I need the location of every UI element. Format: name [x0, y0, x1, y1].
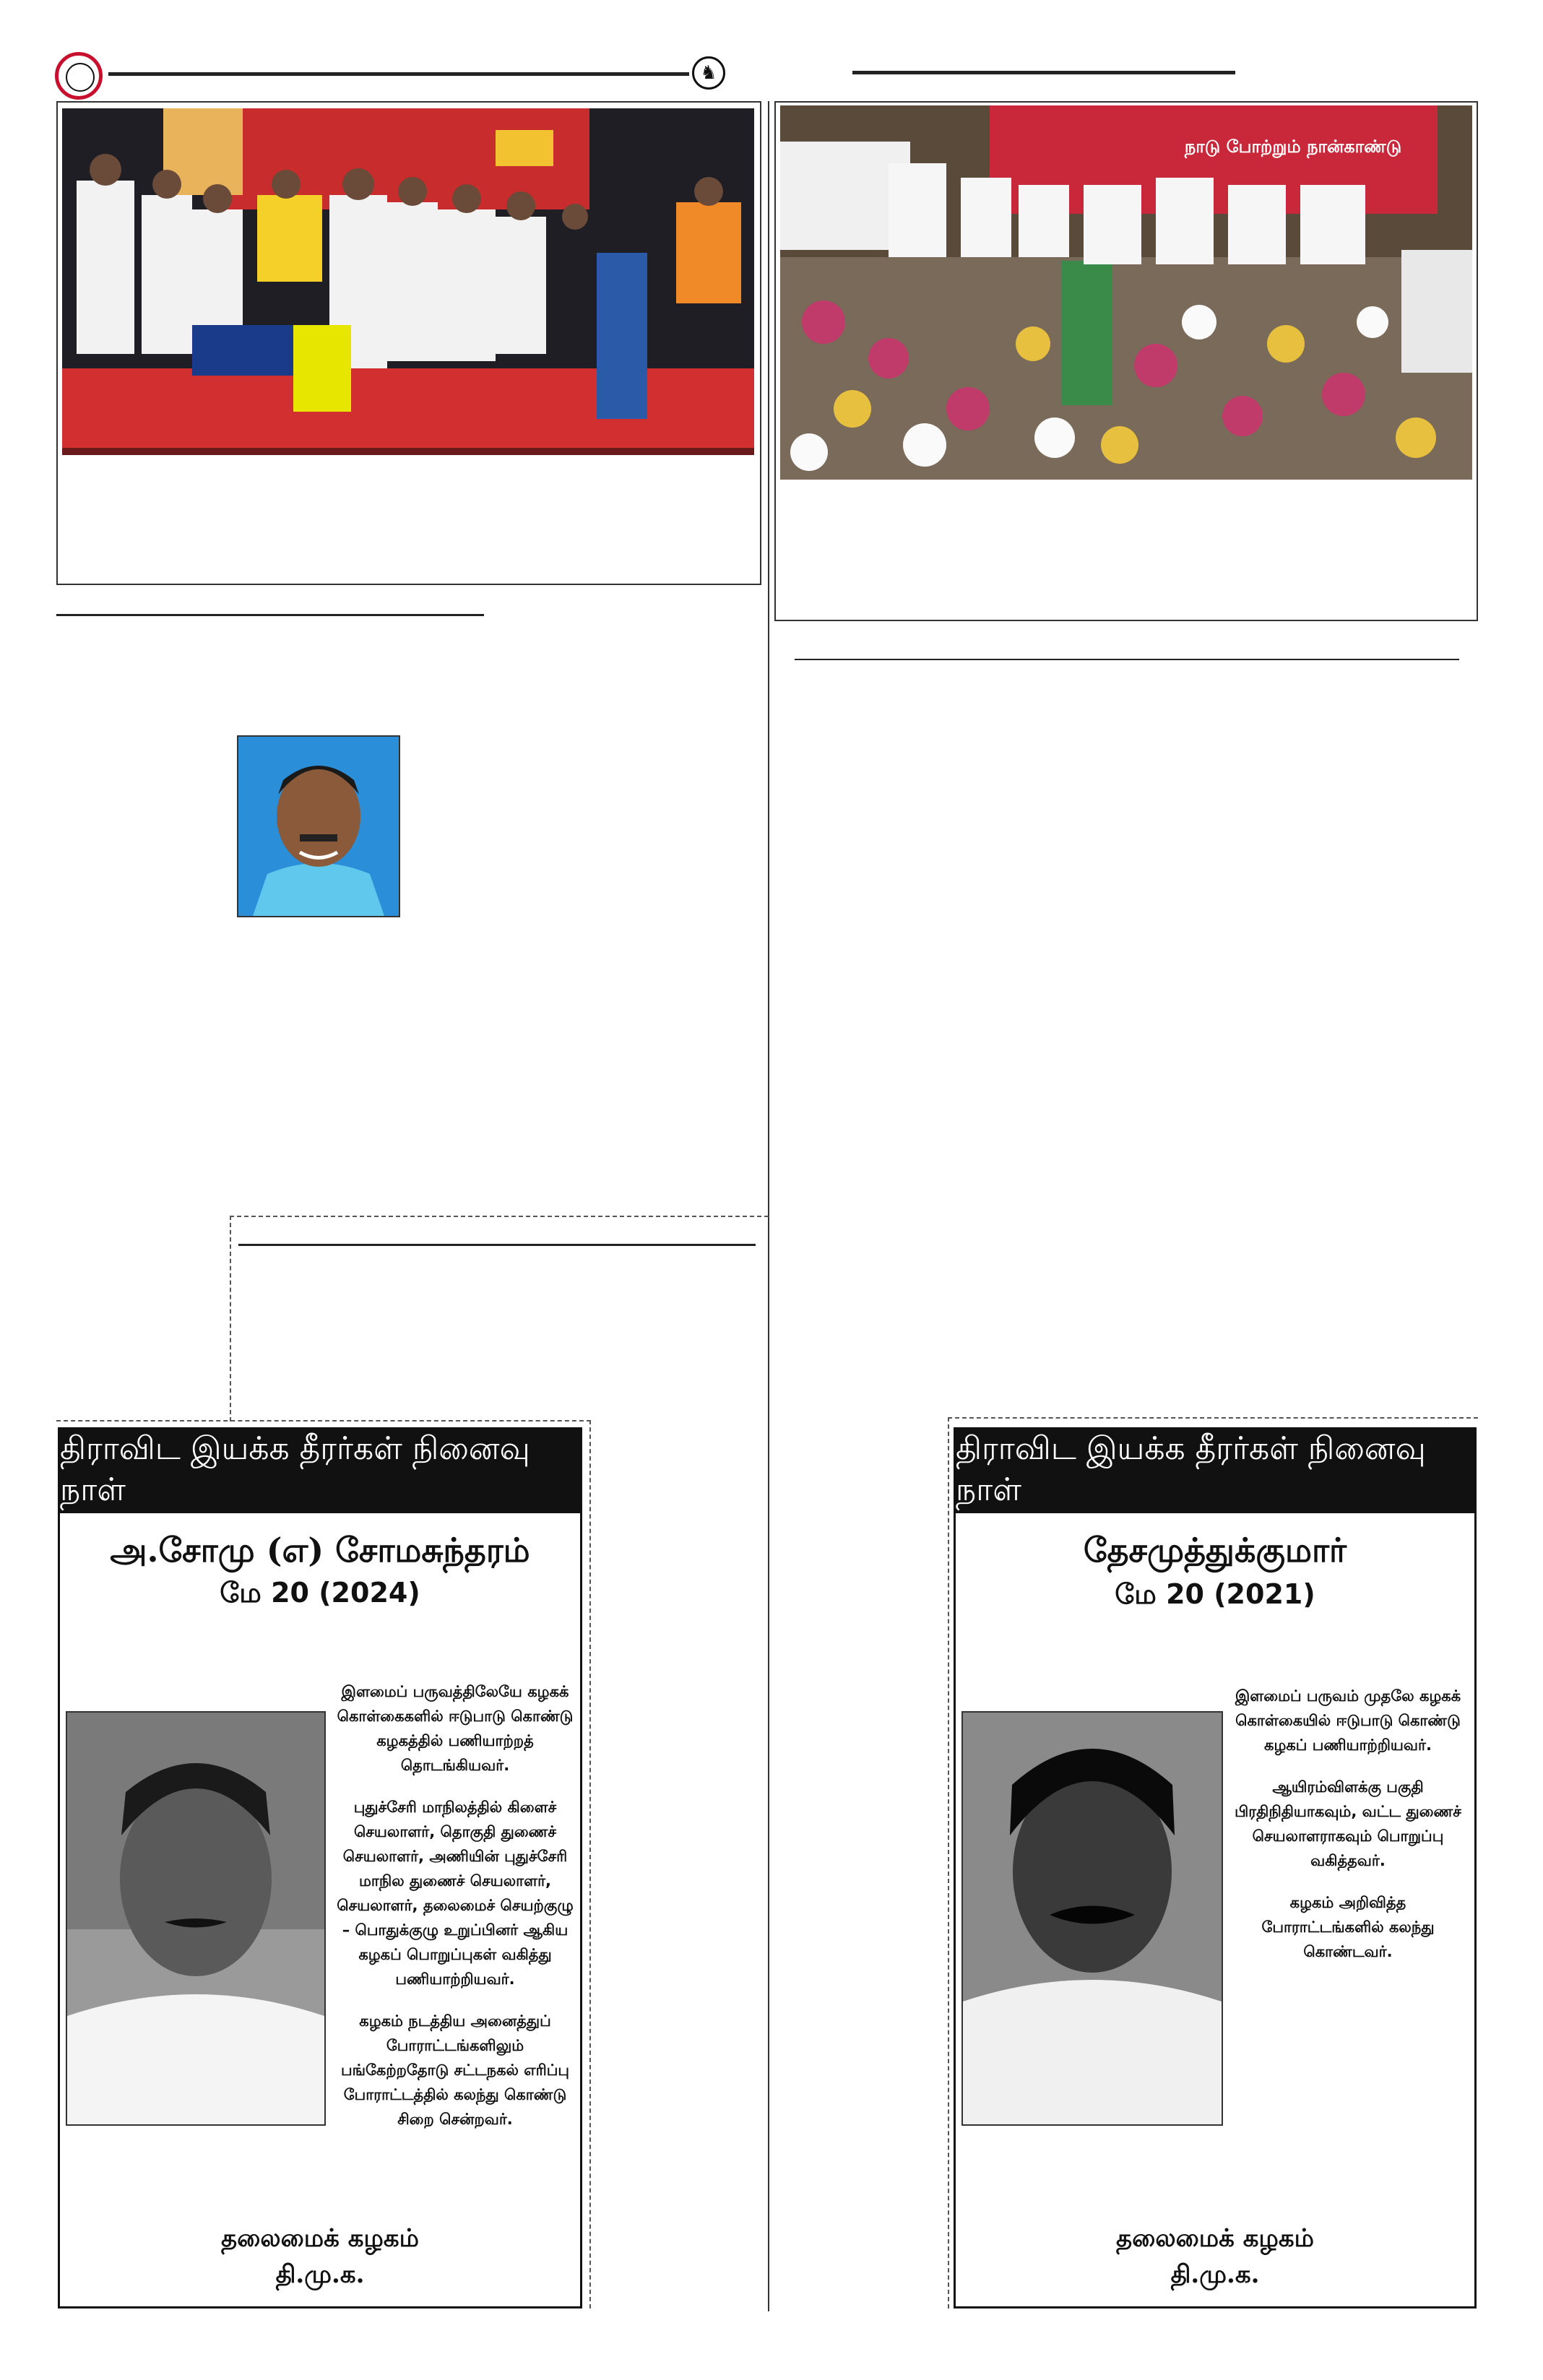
memorial-footer [956, 2220, 1474, 2293]
memorial-date: மே 20 (2021) [1115, 1578, 1315, 1610]
bio-paragraph: இளமைப் பருவம் முதலே கழகக் கொள்கையில் ஈடுபாடு கொண்டு கழகப் பணியாற்றியவர். [1235, 1687, 1461, 1754]
bio-paragraph: இளமைப் பருவத்திலேயே கழகக் கொள்கைகளில் ஈடுபாடு கொண்டு கழகத்தில் பணியாற்றத் தொடங்கியவர். [337, 1683, 574, 1774]
header-rule-left [108, 72, 689, 76]
footer-line: தி.மு.க. [1170, 2260, 1260, 2289]
memorial-date: மே 20 (2024) [220, 1577, 420, 1609]
memorial-bio [1229, 1684, 1467, 1981]
dashed-left-ann-top [56, 1420, 591, 1421]
memorial-footer [60, 2220, 580, 2293]
memorial-bio [333, 1679, 577, 2149]
footer-line: தலைமைக் கழகம் [221, 2224, 419, 2253]
memorial-portrait-photo [961, 1711, 1223, 2126]
memorial-name: அ.சோமு (எ) சோமசுந்தரம் [110, 1531, 530, 1570]
footer-line: தலைமைக் கழகம் [1116, 2224, 1314, 2253]
memorial-heading: திராவிட இயக்க தீரர்கள் நினைவு நாள் [60, 1429, 580, 1513]
bio-paragraph: ஆயிரம்விளக்கு பகுதி பிரதிநிதியாகவும், வட்ட துணைச் செயலாளராகவும் பொறுப்பு வகித்தவர். [1235, 1778, 1461, 1869]
dashed-right-ann-top [948, 1417, 1478, 1419]
bio-paragraph: கழகம் அறிவித்த போராட்டங்களில் கலந்து கொண்டவர். [1261, 1894, 1435, 1960]
blue-shirt-portrait-photo [237, 735, 400, 917]
dashed-right-ann-left [948, 1417, 949, 2308]
left-section-rule [56, 614, 484, 616]
banner-slogan: நாடு போற்றும் நான்காண்டு [1184, 136, 1402, 157]
bio-paragraph: புதுச்சேரி மாநிலத்தில் கிளைச் செயலாளர், தொகுதி துணைச் செயலாளர், அணியின் புதுச்சேரி மாநில துணைச் செயலாளர், செயலாளர், தலைமைச் செயற்குழு – பொதுக்குழு உறுப்பினர் ஆகிய கழகப் பொறுப்புகள் வகித்து பணியாற்றியவர். [337, 1799, 574, 1988]
right-section-rule [795, 659, 1459, 660]
column-divider [768, 101, 769, 2311]
dashed-box-left [230, 1216, 231, 1421]
bio-paragraph: கழகம் நடத்திய அனைத்துப் போராட்டங்களிலும் பங்கேற்றதோடு சட்டநகல் எரிப்பு போராட்டத்தில் கலந்து கொண்டு சிறை சென்றவர். [340, 2012, 570, 2128]
left-memorial-notice [58, 1427, 582, 2308]
rising-sun-emblem-icon [66, 63, 95, 92]
stage-event-photo [62, 108, 754, 455]
header-rule-right [852, 71, 1235, 74]
memorial-heading: திராவிட இயக்க தீரர்கள் நினைவு நாள் [956, 1429, 1474, 1513]
right-memorial-notice [954, 1427, 1477, 2308]
horse-emblem-icon: ♞ [692, 56, 725, 90]
masthead-logo [55, 52, 103, 100]
memorial-name: தேசமுத்துக்குமார் [1083, 1531, 1347, 1570]
footer-line: தி.மு.க. [275, 2260, 365, 2289]
memorial-portrait-photo [66, 1711, 326, 2126]
dashed-box-top [230, 1216, 769, 1217]
dashed-left-ann-right [589, 1420, 591, 2308]
inner-box-rule [238, 1244, 756, 1246]
